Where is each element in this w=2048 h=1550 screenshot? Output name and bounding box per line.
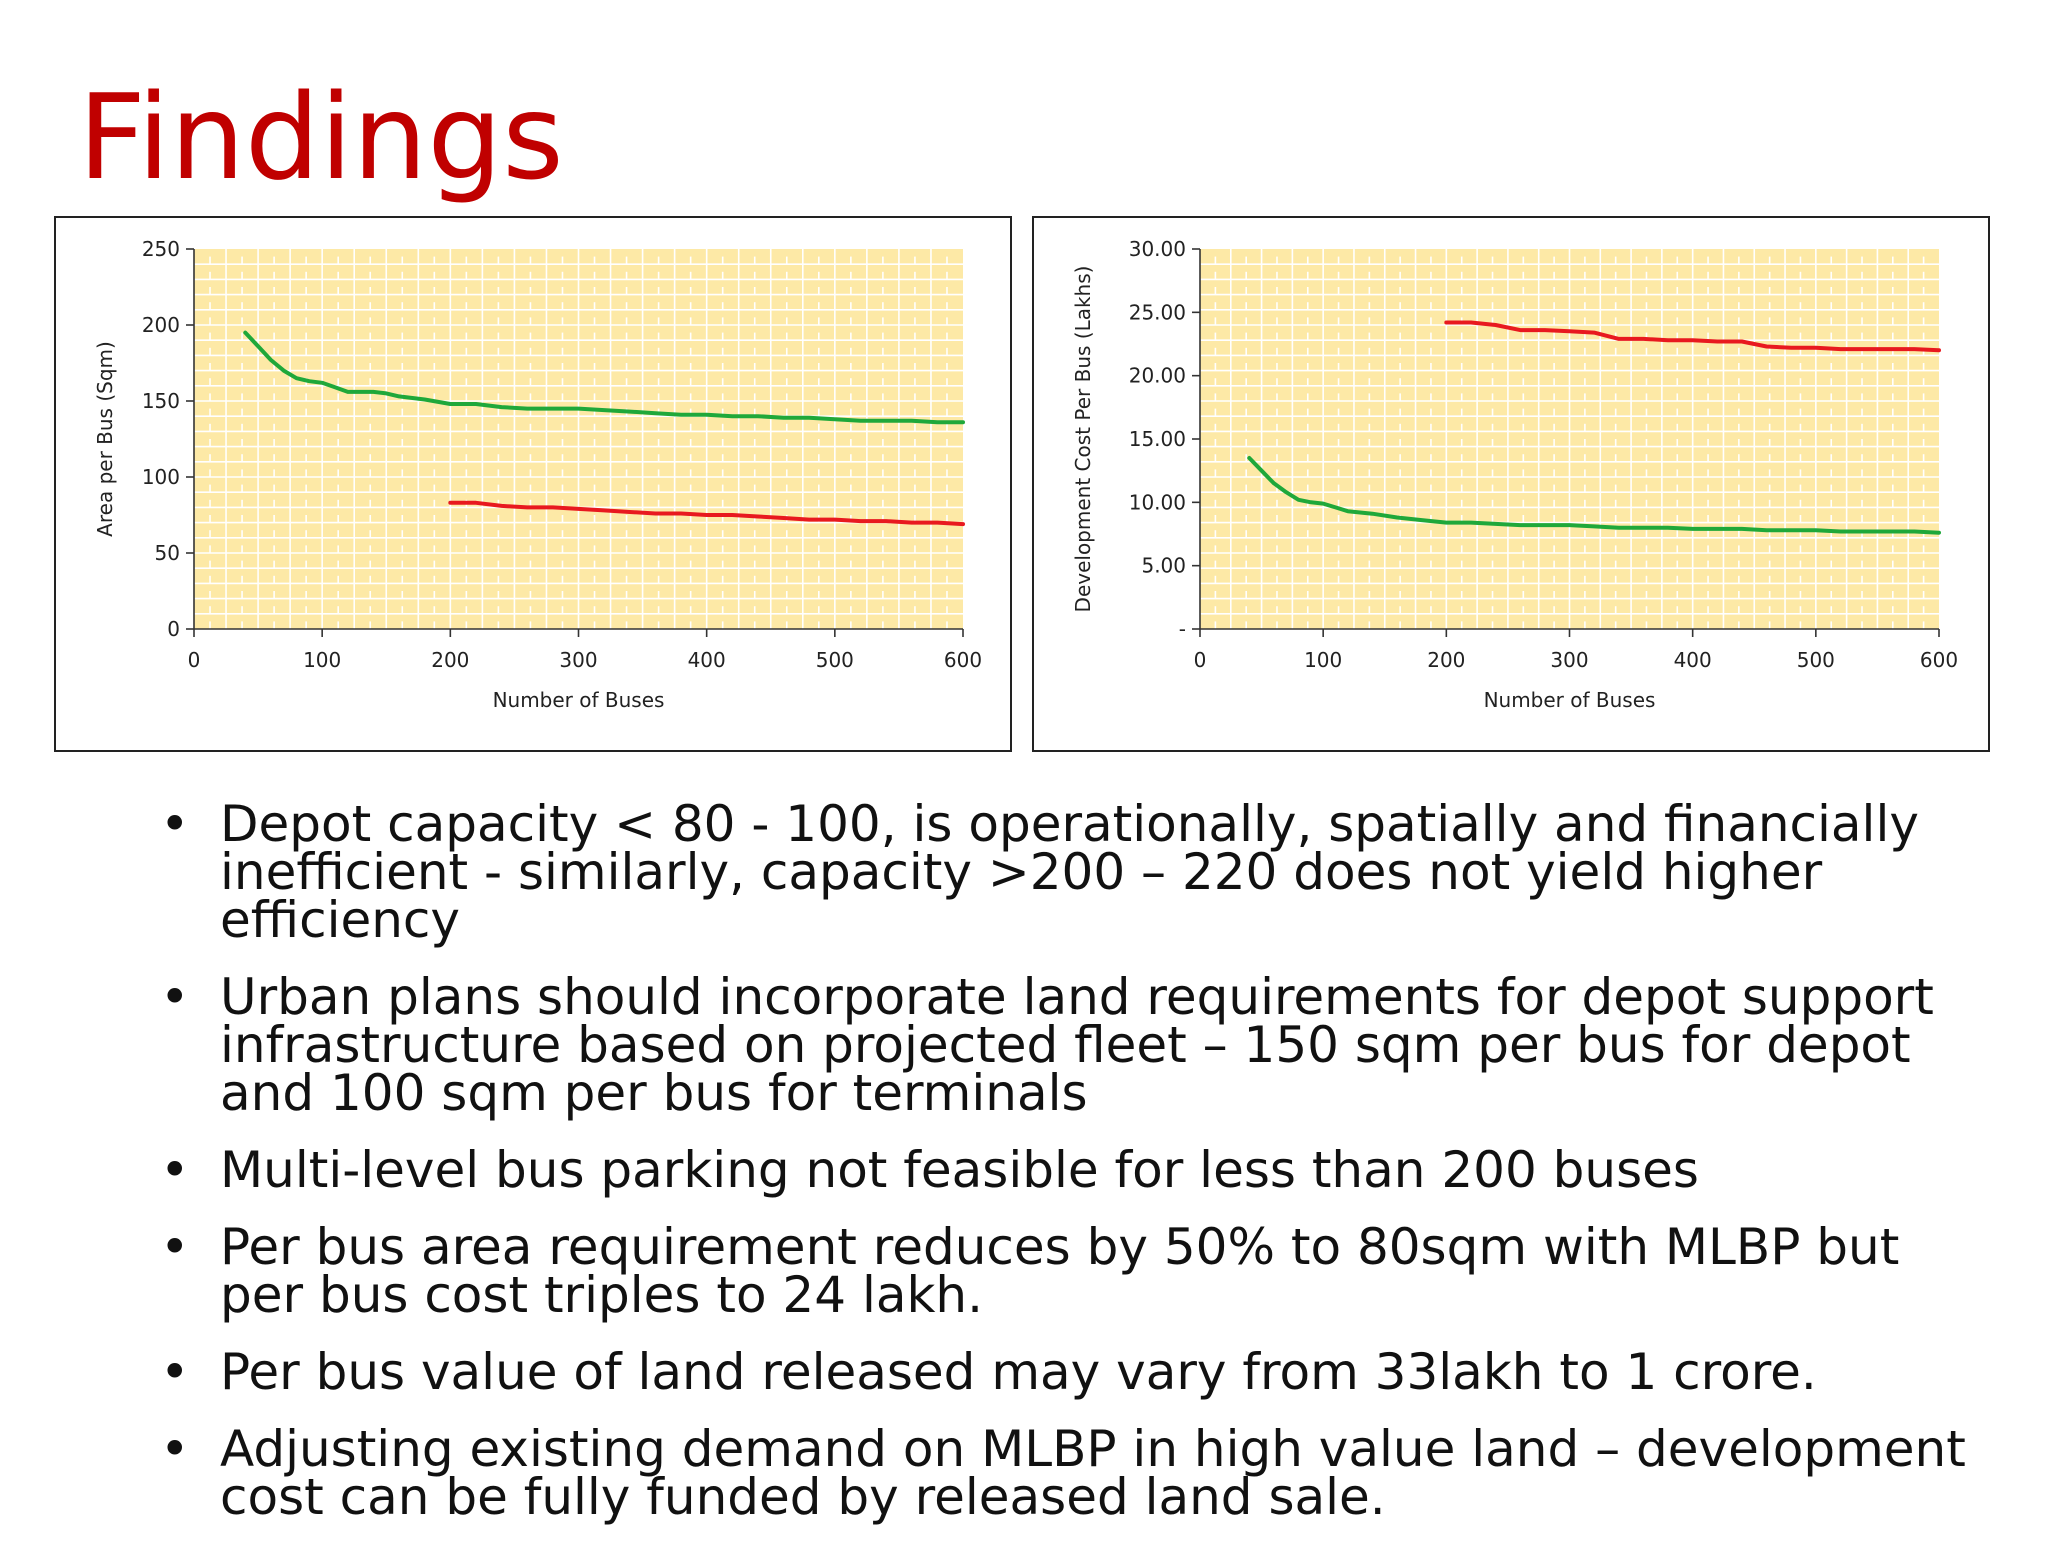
findings-list [160, 795, 1980, 1550]
bullet-icon: • [160, 968, 190, 1026]
finding-item [160, 1420, 1980, 1526]
finding-text: Multi-level bus parking not feasible for less than 200 buses [220, 1141, 1699, 1199]
bullet-icon: • [160, 795, 190, 853]
area-per-bus-chart-svg [56, 218, 1010, 750]
finding-item [160, 1141, 1980, 1199]
x-tick-label: 400 [1673, 648, 1712, 672]
y-tick-label: 250 [141, 237, 180, 261]
x-axis-title: Number of Buses [492, 688, 665, 712]
x-tick-label: 300 [559, 648, 598, 672]
y-tick-label: 150 [141, 389, 180, 413]
x-tick-label: 100 [1304, 648, 1343, 672]
x-tick-label: 500 [815, 648, 854, 672]
x-tick-label: 200 [431, 648, 470, 672]
cost-per-bus-chart [1032, 216, 1990, 752]
x-tick-label: 400 [687, 648, 726, 672]
slide-title: Findings [78, 68, 564, 206]
bullet-icon: • [160, 1420, 190, 1478]
y-tick-label: - [1178, 617, 1186, 641]
y-tick-label: 10.00 [1128, 490, 1186, 515]
finding-text: Adjusting existing demand on MLBP in high value land – development cost can be fully funded by released land sale. [220, 1420, 1966, 1526]
x-tick-label: 500 [1796, 648, 1835, 672]
y-tick-label: 15.00 [1128, 427, 1186, 451]
bullet-icon: • [160, 1218, 190, 1276]
finding-text: Per bus area requirement reduces by 50% to 80sqm with MLBP but per bus cost triples to 24 lakh. [220, 1218, 1900, 1324]
y-axis-title: Area per Bus (Sqm) [93, 341, 117, 537]
x-axis-title: Number of Buses [1483, 688, 1656, 712]
finding-item [160, 968, 1980, 1122]
x-tick-label: 300 [1550, 648, 1589, 672]
cost-per-bus-chart-svg [1034, 218, 1988, 750]
x-tick-label: 100 [303, 648, 342, 672]
y-tick-label: 25.00 [1128, 300, 1186, 325]
x-tick-label: 600 [1919, 648, 1959, 672]
y-tick-label: 0 [167, 617, 180, 641]
finding-item [160, 795, 1980, 949]
area-per-bus-chart [54, 216, 1012, 752]
bullet-icon: • [160, 1141, 190, 1199]
x-tick-label: 0 [187, 648, 201, 672]
y-tick-label: 100 [141, 465, 180, 489]
finding-text: Urban plans should incorporate land requirements for depot support infrastructure based on projected fleet – 150 sqm per bus for depot and 100 sqm per bus for terminals [220, 968, 1934, 1122]
finding-text: Depot capacity < 80 - 100, is operationally, spatially and financially inefficient - similarly, capacity >200 – 220 does not yield higher efficiency [220, 795, 1919, 949]
bullet-icon: • [160, 1343, 190, 1401]
y-tick-label: 50 [154, 541, 180, 565]
y-tick-label: 5.00 [1141, 553, 1186, 578]
finding-item [160, 1218, 1980, 1324]
finding-item [160, 1343, 1980, 1401]
x-tick-label: 0 [1193, 648, 1207, 672]
finding-text: Per bus value of land released may vary from 33lakh to 1 crore. [220, 1343, 1817, 1401]
x-tick-label: 200 [1427, 648, 1466, 672]
y-tick-label: 20.00 [1128, 363, 1186, 388]
x-tick-label: 600 [943, 648, 983, 672]
y-tick-label: 30.00 [1128, 237, 1186, 261]
y-axis-title: Development Cost Per Bus (Lakhs) [1071, 265, 1095, 613]
y-tick-label: 200 [141, 313, 180, 337]
